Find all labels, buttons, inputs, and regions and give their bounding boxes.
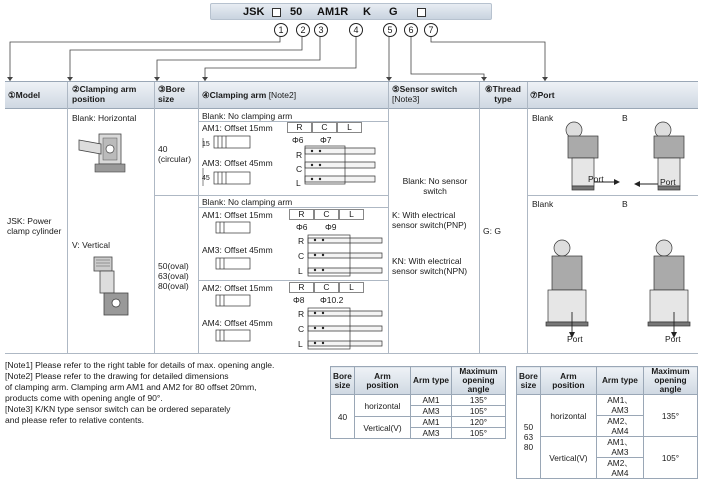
t1-type: AM1 <box>411 395 452 406</box>
vertical-clamp-drawing <box>92 255 137 320</box>
bore-circular: 40 (circular) <box>158 144 192 164</box>
t1-pos-h: horizontal <box>354 395 410 417</box>
rcl-l-c: L <box>339 282 364 293</box>
port-b-1: B <box>622 113 628 123</box>
dim-c-1: Φ8 <box>293 295 305 305</box>
header-thread-type: ⑥Thread type <box>485 84 521 104</box>
code-bore: 50 <box>290 6 303 18</box>
t2-h-position: Arm position <box>540 367 596 395</box>
arm-am1-a: AM1: Offset 15mm <box>202 123 273 133</box>
t1-h-bore: Bore size <box>331 367 355 395</box>
rcl-r-c: R <box>289 282 314 293</box>
code-sensor: K <box>363 6 371 18</box>
t2-h-angle: Maximum opening angle <box>644 367 698 395</box>
note-2b: of clamping arm. Clamping arm AM1 and AM2 for 80 offset 20mm, <box>5 382 257 392</box>
arm-row-r-a: R <box>296 150 303 160</box>
rcl-c: C <box>312 122 337 133</box>
bore-oval-50: 50(oval) <box>158 261 189 271</box>
t1-bore: 40 <box>331 395 355 439</box>
angle-table-40 <box>330 366 506 439</box>
t2-h-type: Arm type <box>596 367 643 395</box>
sensor-k: K: With electrical sensor switch(PNP) <box>392 210 467 230</box>
t2-h-bore: Bore size <box>517 367 541 395</box>
port-drawings <box>528 110 698 352</box>
header-bore-size: ③Bore size <box>158 84 185 104</box>
arm-am1-b: AM1: Offset 15mm <box>202 210 273 220</box>
arm-row-r-b: R <box>298 236 305 246</box>
header-arm-position: ②Clamping arm position <box>72 84 137 104</box>
leader-lines <box>0 0 703 90</box>
dim-c-2: Φ10.2 <box>320 295 344 305</box>
model-text: JSK: Power clamp cylinder <box>7 216 62 236</box>
t1-type: AM3 <box>411 428 452 439</box>
angle-table-oval <box>516 366 698 479</box>
port-label-4: Port <box>665 334 681 344</box>
dim-b-1: Φ6 <box>296 222 308 232</box>
header-clamping-arm: ④Clamping arm [Note2] <box>202 90 297 100</box>
number-circle-4: 4 <box>349 23 363 37</box>
arm-row-r-c: R <box>298 309 305 319</box>
t2-type: AM2、AM4 <box>596 458 643 479</box>
rcl-r: R <box>287 122 312 133</box>
rcl-c-b: C <box>314 209 339 220</box>
t2-pos-v: Vertical(V) <box>540 437 596 479</box>
dim-b-2: Φ9 <box>325 222 337 232</box>
number-circle-1: 1 <box>274 23 288 37</box>
number-circle-7: 7 <box>424 23 438 37</box>
t1-pos-v: Vertical(V) <box>354 417 410 439</box>
arm-am2: AM2: Offset 15mm <box>202 283 273 293</box>
arm-row-l-c: L <box>298 339 303 349</box>
number-circle-5: 5 <box>383 23 397 37</box>
port-b-2: B <box>622 199 628 209</box>
rcl-l: L <box>337 122 362 133</box>
t1-angle: 105° <box>452 406 506 417</box>
t2-type: AM2、AM4 <box>596 416 643 437</box>
rcl-c-c: C <box>314 282 339 293</box>
port-label-3: Port <box>567 334 583 344</box>
rcl-r-b: R <box>289 209 314 220</box>
dim-a-2: Φ7 <box>320 135 332 145</box>
arm-row-l-b: L <box>298 266 303 276</box>
thread-g: G: G <box>483 226 501 236</box>
t2-type: AM1、AM3 <box>596 395 643 416</box>
t1-angle: 105° <box>452 428 506 439</box>
port-blank-2: Blank <box>532 199 554 209</box>
t1-h-type: Arm type <box>411 367 452 395</box>
port-label-2: Port <box>660 177 676 187</box>
t2-angle-h: 135° <box>644 395 698 437</box>
dim-15-a: 15 <box>202 141 210 148</box>
code-arm: AM1R <box>317 6 349 18</box>
t1-angle: 120° <box>452 417 506 428</box>
note-3: [Note3] K/KN type sensor switch can be ordered separately <box>5 404 231 414</box>
number-circle-6: 6 <box>404 23 418 37</box>
sensor-kn: KN: With electrical sensor switch(NPN) <box>392 256 468 276</box>
arm-am3-a: AM3: Offset 45mm <box>202 158 273 168</box>
port-blank-1: Blank <box>532 113 554 123</box>
sensor-blank: Blank: No sensor switch <box>402 176 468 196</box>
arm-row-l-a: L <box>296 178 301 188</box>
header-model: ①Model <box>8 90 41 100</box>
note-2c: products come with opening angle of 90°. <box>5 393 163 403</box>
t2-pos-h: horizontal <box>540 395 596 437</box>
bore-oval-80: 80(oval) <box>158 281 189 291</box>
dim-45-a: 45 <box>202 175 210 182</box>
t2-angle-v: 105° <box>644 437 698 479</box>
t2-bore: 50 63 80 <box>517 395 541 479</box>
number-circle-2: 2 <box>296 23 310 37</box>
t1-type: AM3 <box>411 406 452 417</box>
t2-type: AM1、AM3 <box>596 437 643 458</box>
arm-horizontal-label: Blank: Horizontal <box>72 113 137 123</box>
t1-angle: 135° <box>452 395 506 406</box>
arm-blank-1: Blank: No clamping arm <box>202 111 293 121</box>
port-label-1: Port <box>588 174 604 184</box>
t1-h-angle: Maximum opening angle <box>452 367 506 395</box>
note-2: [Note2] Please refer to the drawing for detailed dimensions <box>5 371 229 381</box>
arm-am4: AM4: Offset 45mm <box>202 318 273 328</box>
note-3b: and please refer to relative contents. <box>5 415 145 425</box>
rcl-l-b: L <box>339 209 364 220</box>
code-series: JSK <box>243 6 265 18</box>
header-sensor-switch: ⑤Sensor switch [Note3] <box>392 84 458 104</box>
t1-type: AM1 <box>411 417 452 428</box>
dim-a-1: Φ6 <box>292 135 304 145</box>
arm-vertical-label: V: Vertical <box>72 240 110 250</box>
number-circle-3: 3 <box>314 23 328 37</box>
code-thread: G <box>389 6 398 18</box>
arm-am3-b: AM3: Offset 45mm <box>202 245 273 255</box>
arm-row-c-c: C <box>298 324 305 334</box>
arm-row-c-b: C <box>298 251 305 261</box>
horizontal-clamp-drawing <box>75 128 135 178</box>
t1-h-position: Arm position <box>354 367 410 395</box>
note-1: [Note1] Please refer to the right table for details of max. opening angle. <box>5 360 275 370</box>
arm-blank-2: Blank: No clamping arm <box>202 197 293 207</box>
header-port: ⑦Port <box>530 90 555 100</box>
arm-drawing-40 <box>200 132 385 194</box>
arm-row-c-a: C <box>296 164 303 174</box>
bore-oval-63: 63(oval) <box>158 271 189 281</box>
arm-drawing-oval <box>200 220 386 352</box>
